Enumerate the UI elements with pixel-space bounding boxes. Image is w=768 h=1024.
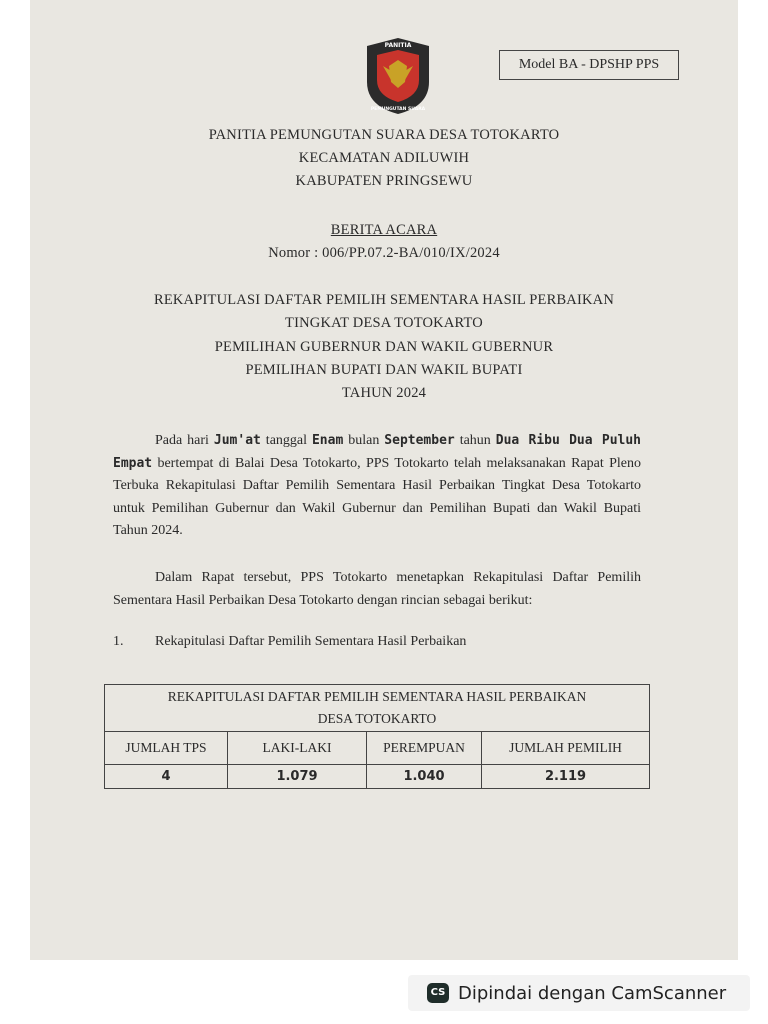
table-row [105, 765, 650, 789]
header-jumlah-tps: JUMLAH TPS [105, 732, 228, 765]
header-jumlah-pemilih: JUMLAH PEMILIH [482, 732, 650, 765]
camscanner-label: Dipindai dengan CamScanner [458, 982, 727, 1004]
camscanner-watermark [408, 975, 750, 1011]
table-title-line2: DESA TOTOKARTO [317, 711, 437, 726]
logo-text-bottom: PEMUNGUTAN SUARA [370, 107, 426, 112]
opening-paragraph: Pada hari Jum'at tanggal Enam bulan September tahun Dua Ribu Dua Puluh Empat bertempat di Balai Desa Totokarto, PPS Totokarto telah melaksanakan Rapat Pleno Terbuka Rekapitulasi Daftar Pemilih Sementara Hasil Perbaikan Tingkat Desa Totokarto untuk Pemilihan Gubernur dan Wakil Gubernur dan Pemilihan Bupati dan Wakil Bupati Tahun 2024. [113, 433, 641, 539]
header-line-regency: KABUPATEN PRINGSEWU [295, 173, 473, 189]
model-label-box: Model BA - DPSHP PPS [499, 50, 679, 80]
meeting-paragraph: Dalam Rapat tersebut, PPS Totokarto menetapkan Rekapitulasi Daftar Pemilih Sementara Hasil Perbaikan Desa Totokarto dengan rincian sebagai berikut: [113, 570, 641, 608]
table-title-row [105, 685, 650, 732]
document-title: BERITA ACARA [330, 222, 438, 238]
camscanner-icon: CS [427, 983, 449, 1003]
value-jumlah-pemilih: 2.119 [482, 765, 650, 789]
subject-line: TAHUN 2024 [341, 385, 427, 401]
recap-table [104, 684, 650, 789]
logo-text-top: PANITIA [384, 42, 412, 49]
subject-line: PEMILIHAN GUBERNUR DAN WAKIL GUBERNUR [214, 339, 554, 355]
panitia-emblem-icon [363, 36, 433, 116]
value-laki-laki: 1.079 [228, 765, 367, 789]
table-title-line1: REKAPITULASI DAFTAR PEMILIH SEMENTARA HASIL PERBAIKAN [167, 689, 587, 704]
header-line-committee: PANITIA PEMUNGUTAN SUARA DESA TOTOKARTO [208, 127, 560, 143]
value-jumlah-tps: 4 [105, 765, 228, 789]
header-line-district: KECAMATAN ADILUWIH [298, 150, 470, 166]
value-perempuan: 1.040 [367, 765, 482, 789]
header-laki-laki: LAKI-LAKI [228, 732, 367, 765]
header-perempuan: PEREMPUAN [367, 732, 482, 765]
subject-line: REKAPITULASI DAFTAR PEMILIH SEMENTARA HASIL PERBAIKAN [153, 292, 615, 308]
subject-line: PEMILIHAN BUPATI DAN WAKIL BUPATI [245, 362, 523, 378]
subject-line: TINGKAT DESA TOTOKARTO [285, 315, 483, 331]
document-number: Nomor : 006/PP.07.2-BA/010/IX/2024 [268, 245, 500, 261]
list-item: 1. Rekapitulasi Daftar Pemilih Sementara Hasil Perbaikan [113, 634, 467, 649]
table-header-row [105, 732, 650, 765]
